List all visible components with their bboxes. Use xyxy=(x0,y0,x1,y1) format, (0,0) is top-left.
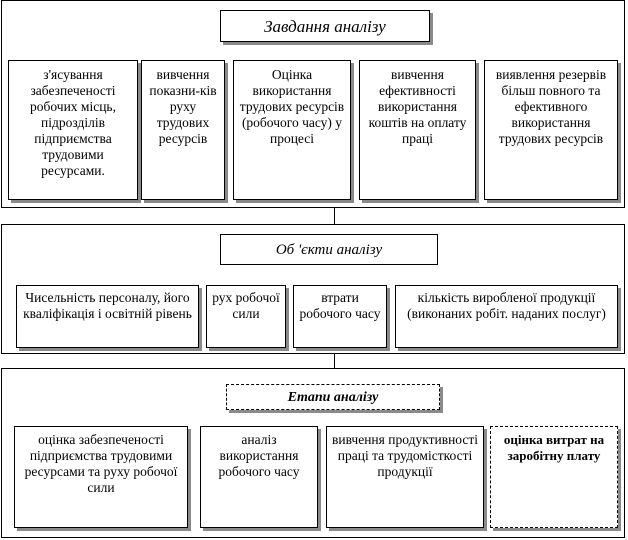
object-box-time-losses: втрати робочого часу xyxy=(293,285,387,348)
object-box-personnel: Чисельність персоналу, його кваліфікація і освітній рівень xyxy=(16,285,199,348)
task-box-reserves: виявлення резервів більш повного та ефективного використання трудових ресурсів xyxy=(484,60,618,200)
stage-box-time-analysis: аналіз використання робочого часу xyxy=(200,426,318,528)
task-box-usage: Оцінка використання трудових ресурсів (робочого часу) у процесі xyxy=(233,60,351,200)
connector-tasks-objects xyxy=(334,208,335,224)
stage-box-productivity: вивчення продуктивності праці та трудомісткості продукції xyxy=(326,426,484,528)
stages-title: Етапи аналізу xyxy=(226,384,440,410)
tasks-title: Завдання аналізу xyxy=(220,10,430,42)
stage-box-payroll-costs: оцінка витрат на заробітну плату xyxy=(490,426,618,528)
connector-objects-stages xyxy=(334,354,335,368)
stage-box-staffing-assessment: оцінка забезпеченості підприємства трудовими ресурсами та руху робочої сили xyxy=(14,426,188,528)
task-box-staffing: з'ясування забезпеченості робочих місць, підрозділів підприємства трудовими ресурсами. xyxy=(8,60,138,200)
objects-title: Об 'єкти аналізу xyxy=(220,234,438,265)
object-box-output: кількість виробленої продукції (виконаних робіт. наданих послуг) xyxy=(395,285,618,348)
task-box-payroll: вивчення ефективності використання коштів на оплату праці xyxy=(359,60,476,200)
object-box-workforce-movement: рух робочої сили xyxy=(206,285,286,348)
task-box-movement: вивчення показни-ків руху трудових ресурсів xyxy=(141,60,225,200)
